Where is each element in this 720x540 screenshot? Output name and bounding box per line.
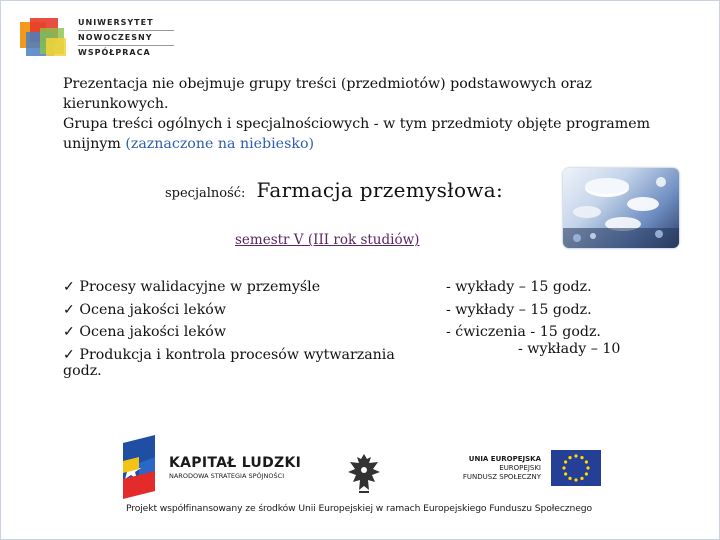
intro-line-2 bbox=[63, 114, 663, 154]
check-icon: ✓ bbox=[63, 279, 75, 295]
course-name: Ocena jakości leków bbox=[79, 324, 226, 340]
check-icon: ✓ bbox=[63, 301, 75, 318]
kapital-ludzki-logo-icon bbox=[119, 435, 159, 501]
intro-text bbox=[63, 74, 663, 154]
kapital-ludzki-title: KAPITAŁ LUDZKI bbox=[169, 455, 302, 471]
specialty-label: specjalność: bbox=[165, 186, 246, 201]
pills-illustration-icon bbox=[563, 168, 679, 248]
check-icon: ✓ bbox=[63, 324, 75, 340]
eu-flag-icon bbox=[551, 450, 601, 486]
check-icon: ✓ bbox=[63, 346, 75, 363]
course-hours-item: - wykłady – 10 bbox=[518, 341, 621, 357]
intro-line-2-text: Grupa treści ogólnych i specjalnościowych - w tym przedmioty objęte programem unijnym bbox=[63, 116, 651, 152]
intro-highlight: (zaznaczone na niebiesko) bbox=[125, 136, 315, 152]
logo-mark-icon bbox=[20, 18, 70, 58]
eu-line-2: EUROPEJSKI bbox=[499, 464, 541, 472]
logo-line: WSPÓŁPRACA bbox=[78, 48, 151, 57]
list-item bbox=[63, 299, 483, 322]
course-name: Procesy walidacyjne w przemyśle bbox=[79, 279, 321, 295]
course-name: Ocena jakości leków bbox=[79, 301, 226, 318]
kapital-ludzki-subtitle: NARODOWA STRATEGIA SPÓJNOŚCI bbox=[169, 472, 285, 480]
specialty-value: Farmacja przemysłowa: bbox=[256, 178, 503, 202]
course-hours-item: - ćwiczenia - 15 godz. bbox=[446, 324, 601, 340]
logo-line: NOWOCZESNY bbox=[78, 31, 174, 46]
eu-line-1: UNIA EUROPEJSKA bbox=[468, 455, 541, 463]
course-hours-item: - wykłady – 15 godz. bbox=[446, 279, 592, 295]
course-hours-item: - wykłady – 15 godz. bbox=[446, 301, 592, 318]
logo-text bbox=[78, 16, 174, 60]
course-list bbox=[63, 276, 483, 366]
eu-stars-icon bbox=[551, 450, 601, 486]
course-hours bbox=[446, 276, 626, 344]
course-hours-wrap: godz. bbox=[63, 363, 102, 379]
logo-line: UNIWERSYTET bbox=[78, 16, 174, 31]
semester-link[interactable]: semestr V (III rok studiów) bbox=[235, 232, 420, 248]
list-item bbox=[63, 276, 483, 299]
pills-image bbox=[563, 168, 679, 248]
university-logo bbox=[20, 14, 174, 60]
polish-eagle-emblem-icon bbox=[345, 452, 383, 496]
funding-banner bbox=[113, 425, 605, 521]
list-item bbox=[63, 344, 483, 367]
funding-footnote: Projekt współfinansowany ze środków Unii Europejskiej w ramach Europejskiego Funduszu Społecznego bbox=[125, 503, 593, 514]
specialty-heading bbox=[165, 178, 503, 202]
intro-line-1: Prezentacja nie obejmuje grupy treści (przedmiotów) podstawowych oraz kierunkowych. bbox=[63, 76, 593, 112]
kapital-ludzki-text bbox=[169, 455, 301, 480]
list-item bbox=[63, 321, 483, 344]
course-name: Produkcja i kontrola procesów wytwarzania bbox=[79, 346, 395, 363]
eu-text bbox=[453, 455, 541, 482]
eu-line-3: FUNDUSZ SPOŁECZNY bbox=[462, 473, 541, 481]
